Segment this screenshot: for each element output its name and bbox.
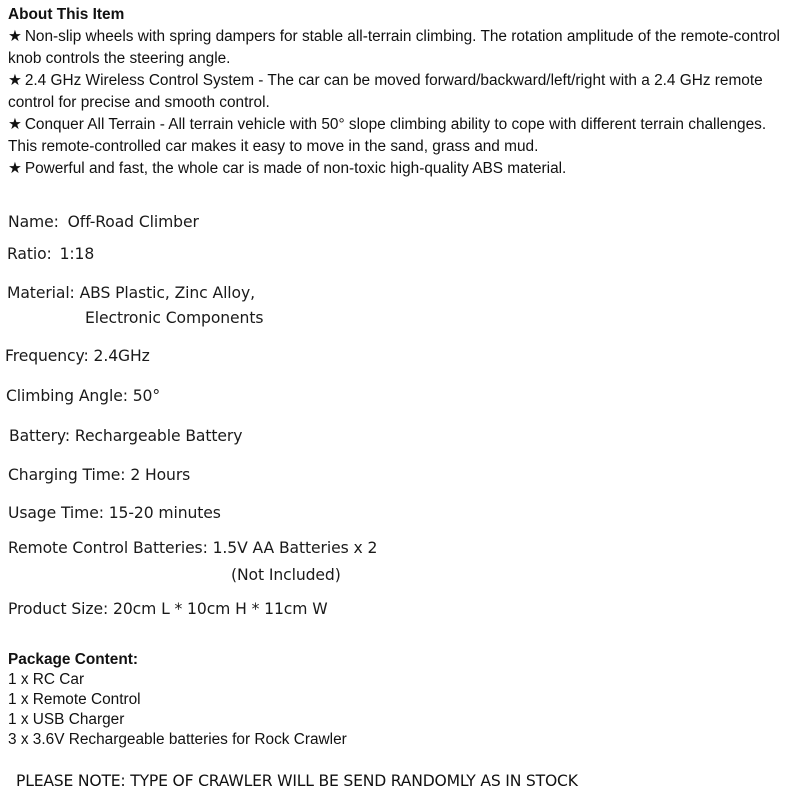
spec-label: Usage Time: (8, 504, 104, 522)
spec-value-continued: (Not Included) (231, 566, 341, 584)
spec-battery (9, 425, 242, 447)
spec-name (8, 211, 199, 233)
spec-value-continued: Electronic Components (85, 309, 264, 327)
star-icon: ★ (8, 116, 22, 133)
spec-material (7, 282, 264, 330)
spec-label: Charging Time: (8, 466, 126, 484)
star-icon: ★ (8, 160, 22, 177)
spec-value: Off-Road Climber (67, 213, 199, 231)
spec-frequency (5, 345, 150, 367)
spec-label: Name: (8, 213, 59, 231)
about-title: About This Item (8, 6, 125, 23)
about-bullet-text: 2.4 GHz Wireless Control System - The car can be moved forward/backward/left/right with a 2.4 GHz remote control for precise and smooth control. (8, 72, 763, 111)
spec-label: Product Size: (8, 600, 109, 618)
spec-product-size (8, 598, 328, 620)
package-item: 1 x USB Charger (8, 711, 125, 728)
stock-note: PLEASE NOTE: TYPE OF CRAWLER WILL BE SEND RANDOMLY AS IN STOCK (16, 772, 578, 790)
package-item: 3 x 3.6V Rechargeable batteries for Rock Crawler (8, 731, 347, 748)
spec-label: Battery: (9, 427, 71, 445)
about-bullet-text: Powerful and fast, the whole car is made of non-toxic high-quality ABS material. (24, 160, 567, 177)
package-content-section (8, 650, 347, 750)
spec-label: Remote Control Batteries: (8, 539, 208, 557)
spec-value: 15-20 minutes (108, 504, 221, 522)
spec-label: Ratio: (7, 245, 52, 263)
spec-value: 1:18 (59, 245, 95, 263)
package-title: Package Content: (8, 651, 138, 668)
spec-value: Rechargeable Battery (74, 427, 243, 445)
package-item: 1 x RC Car (8, 671, 85, 688)
about-bullet-text: Non-slip wheels with spring dampers for stable all-terrain climbing. The rotation amplitude of the remote-control knob controls the steering angle. (8, 28, 780, 67)
spec-value: ABS Plastic, Zinc Alloy, (79, 284, 255, 302)
spec-value: 50° (132, 387, 161, 405)
spec-value: 20cm L * 10cm H * 11cm W (113, 600, 328, 618)
package-item: 1 x Remote Control (8, 691, 141, 708)
about-bullet-2 (8, 70, 783, 114)
about-bullet-3 (8, 114, 783, 158)
about-bullet-text: Conquer All Terrain - All terrain vehicle with 50° slope climbing ability to cope with different terrain challenges. This remote-controlled car makes it easy to move in the sand, grass and mud. (8, 116, 767, 155)
about-bullet-4 (8, 158, 783, 180)
star-icon: ★ (8, 28, 22, 45)
spec-label: Material: (7, 284, 75, 302)
spec-climbing-angle (6, 385, 160, 407)
spec-ratio (7, 243, 94, 265)
spec-remote-batteries (8, 537, 377, 587)
spec-value: 2.4GHz (93, 347, 150, 365)
star-icon: ★ (8, 72, 22, 89)
spec-label: Frequency: (5, 347, 89, 365)
spec-charging-time (8, 464, 190, 486)
spec-usage-time (8, 502, 221, 524)
about-section (8, 4, 783, 180)
spec-value: 2 Hours (130, 466, 191, 484)
spec-label: Climbing Angle: (6, 387, 128, 405)
about-bullet-1 (8, 26, 783, 70)
spec-value: 1.5V AA Batteries x 2 (212, 539, 378, 557)
